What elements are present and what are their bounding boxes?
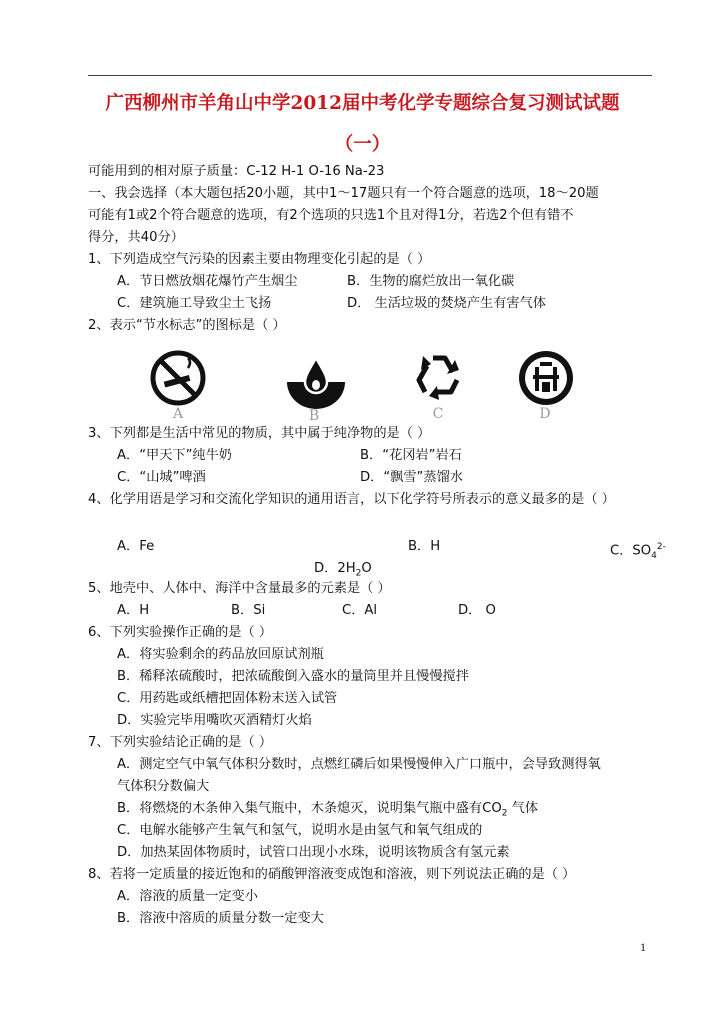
- icon-label-d: D: [539, 406, 551, 422]
- water-saving-icon: [516, 348, 576, 408]
- question-4-option-c: [610, 538, 666, 565]
- question-3-option-b: B．“花冈岩”岩石: [360, 448, 462, 463]
- option-d-subscript: 2: [355, 568, 362, 579]
- question-4-option-a: A．Fe: [117, 539, 155, 554]
- icon-label-c: C: [432, 406, 444, 422]
- question-7-option-c: C．电解水能够产生氧气和氢气，说明水是由氢气和氧气组成的: [117, 823, 483, 838]
- recycle-icon: [411, 348, 467, 404]
- question-5-option-c: C．Al: [342, 603, 378, 618]
- option-c-subscript: 4: [651, 551, 657, 562]
- question-7-option-a-line1: A．测定空气中氧气体积分数时，点燃红磷后如果慢慢伸入广口瓶中，会导致测得氧: [117, 757, 601, 772]
- question-4-stem: 4、化学用语是学习和交流化学知识的通用语言，以下化学符号所表示的意义最多的是（ ）: [88, 492, 615, 507]
- page-number: 1: [640, 940, 646, 954]
- question-6-option-d: D．实验完毕用嘴吹灭酒精灯火焰: [117, 713, 312, 728]
- question-6-option-a: A．将实验剩余的药品放回原试剂瓶: [117, 647, 324, 662]
- question-6-stem: 6、下列实验操作正确的是（ ）: [88, 625, 273, 640]
- question-8-option-a: A．溶液的质量一定变小: [117, 889, 258, 904]
- question-7-option-b: [117, 800, 538, 823]
- question-5-option-d: D． O: [458, 603, 496, 618]
- icon-label-a: A: [172, 406, 184, 422]
- section-instructions-1: 一、我会选择（本大题包括20小题，其中1～17题只有一个符合题意的选项，18～20题: [88, 186, 599, 201]
- option-c-superscript: 2-: [656, 542, 666, 552]
- question-7-stem: 7、下列实验结论正确的是（ ）: [88, 735, 273, 750]
- question-4-option-b: B．H: [408, 539, 441, 554]
- page-title: 广西柳州市羊角山中学2012届中考化学专题综合复习测试试题: [105, 93, 620, 114]
- question-3-stem: 3、下列都是生活中常见的物质，其中属于纯净物的是（ ）: [88, 426, 431, 441]
- atomic-mass-note: 可能用到的相对原子质量：C-12 H-1 O-16 Na-23: [88, 164, 385, 179]
- page-subtitle: （一）: [334, 134, 391, 155]
- water-drop-icon: [285, 352, 347, 410]
- question-3-option-a: A．“甲天下”纯牛奶: [117, 448, 232, 463]
- question-8-option-b: B．溶液中溶质的质量分数一定变大: [117, 911, 324, 926]
- option-d-suffix: O: [361, 561, 372, 576]
- no-smoking-icon: [148, 348, 208, 408]
- option-d-text: D．2H: [314, 561, 356, 576]
- icon-label-b: B: [308, 408, 320, 424]
- question-2-stem: 2、表示“节水标志”的图标是（ ）: [88, 318, 286, 333]
- question-1-option-a: A．节日燃放烟花爆竹产生烟尘: [117, 274, 298, 289]
- section-instructions-3: 得分，共40分）: [88, 230, 184, 245]
- header-rule: [88, 75, 652, 76]
- option-b-text: B．将燃烧的木条伸入集气瓶中，木条熄灭，说明集气瓶中盛有CO: [117, 801, 502, 816]
- option-b-subscript: 2: [501, 808, 508, 819]
- question-1-stem: 1、下列造成空气污染的因素主要由物理变化引起的是（ ）: [88, 252, 431, 267]
- question-6-option-c: C．用药匙或纸槽把固体粉末送入试管: [117, 691, 338, 706]
- question-7-option-d: D．加热某固体物质时，试管口出现小水珠，说明该物质含有氢元素: [117, 845, 510, 860]
- option-c-text: C．SO: [610, 543, 652, 559]
- question-5-option-b: B．Si: [231, 603, 266, 618]
- section-instructions-2: 可能有1或2个符合题意的选项，有2个选项的只选1个且对得1分，若选2个但有错不: [88, 208, 574, 223]
- question-1-option-b: B．生物的腐烂放出一氧化碳: [347, 274, 515, 289]
- question-1-option-c: C．建筑施工导致尘土飞扬: [117, 296, 272, 311]
- option-b-suffix: 气体: [511, 801, 539, 816]
- question-1-option-d: D． 生活垃圾的焚烧产生有害气体: [347, 296, 546, 311]
- question-5-option-a: A．H: [117, 603, 150, 618]
- question-5-stem: 5、地壳中、人体中、海洋中含量最多的元素是（ ）: [88, 581, 391, 596]
- question-7-option-a-line2: 气体积分数偏大: [117, 779, 210, 794]
- question-3-option-c: C．“山城”啤酒: [117, 470, 206, 485]
- question-8-stem: 8、若将一定质量的接近饱和的硝酸钾溶液变成饱和溶液，则下列说法正确的是（ ）: [88, 867, 576, 882]
- question-3-option-d: D．“飘雪”蒸馏水: [360, 470, 463, 485]
- question-6-option-b: B．稀释浓硫酸时，把浓硫酸倒入盛水的量筒里并且慢慢搅拌: [117, 669, 469, 684]
